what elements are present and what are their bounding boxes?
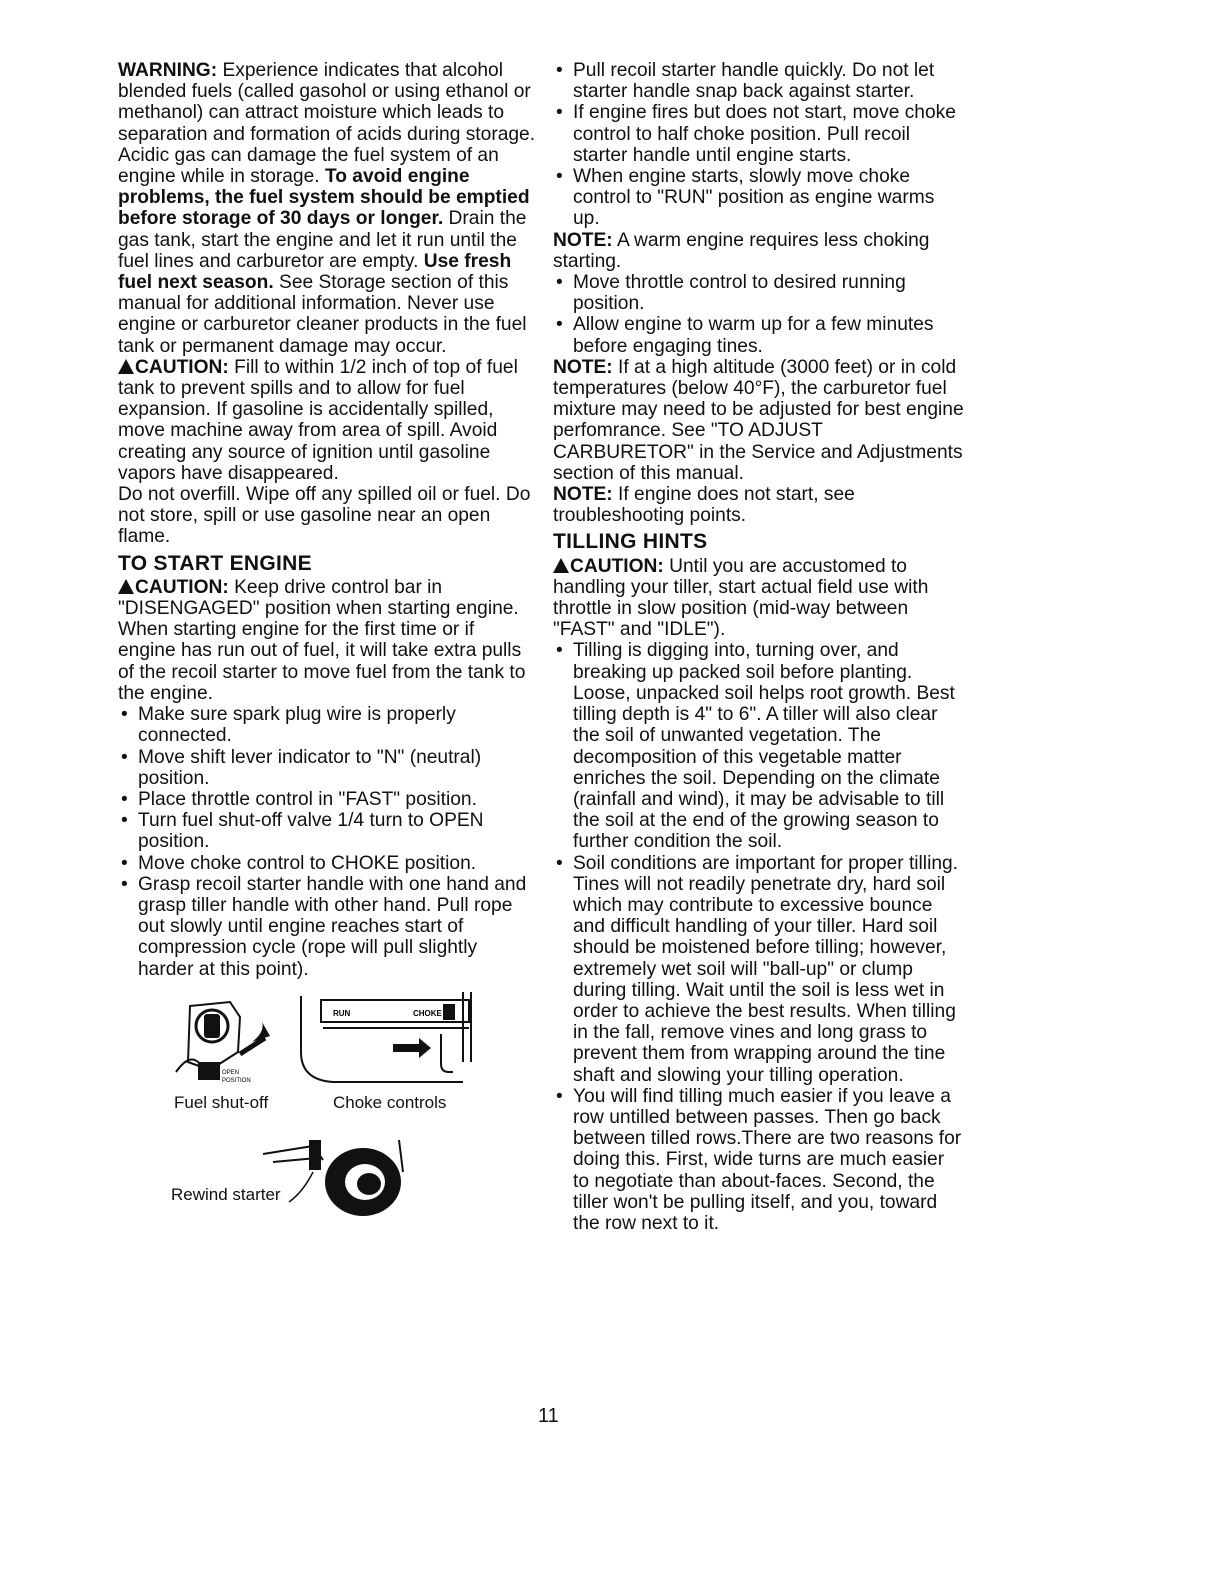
choke-label: CHOKE xyxy=(413,1008,442,1018)
first-start-paragraph: When starting engine for the first time or if engine has run out of fuel, it will take extra pulls of the recoil starter to move fuel from the tank to the engine. xyxy=(118,619,526,704)
choke-controls-illustration xyxy=(293,992,483,1092)
engine-controls-figures xyxy=(118,992,536,1242)
list-item: • Turn fuel shut-off valve 1/4 turn to OPEN position. xyxy=(118,810,536,852)
left-column xyxy=(118,60,536,1242)
choke-controls-caption: Choke controls xyxy=(333,1092,447,1112)
list-item: • Move throttle control to desired running position. xyxy=(553,272,965,314)
list-item: • Place throttle control in "FAST" position. xyxy=(118,789,536,810)
caution-label: CAUTION: xyxy=(135,576,229,598)
note-label: NOTE: xyxy=(553,356,613,378)
note-altitude: NOTE: If at a high altitude (3000 feet) or in cold temperatures (below 40°F), the carburetor fuel mixture may need to be adjusted for best engine perfomrance. See "TO ADJUST CARBURETOR" in the Service and Adjustments section of this manual. xyxy=(553,356,964,484)
list-item: • Soil conditions are important for proper tilling. Tines will not readily penetrate dry, hard soil which may contribute to excessive bounce and difficult handling of your tiller. Hard soil should be moistened before tilling; however, extremely wet soil will "ball-up" or clump during tilling. Wait until the soil is less wet in order to achieve the best results. When tilling in the fall, remove vines and long grass to prevent them from wrapping around the tine shaft and slowing your tilling operation. xyxy=(553,853,965,1086)
list-item: • Move choke control to CHOKE position. xyxy=(118,853,536,874)
rewind-starter-illustration xyxy=(253,1132,413,1232)
caution-fill-paragraph: CAUTION: Fill to within 1/2 inch of top of fuel tank to prevent spills and to allow for fuel expansion. If gasoline is accidentally spilled, move machine away from area of spill. Avoid creating any source of ignition until gasoline vapors have disappeared. xyxy=(118,356,518,484)
start-steps-list xyxy=(118,704,536,980)
caution-label: CAUTION: xyxy=(135,356,229,378)
heading-to-start-engine: TO START ENGINE xyxy=(118,551,312,575)
caution-drive-paragraph: CAUTION: Keep drive control bar in "DISENGAGED" position when starting engine. xyxy=(118,576,519,620)
list-item: • Allow engine to warm up for a few minutes before engaging tines. xyxy=(553,314,965,356)
start-steps-continued-list xyxy=(553,60,965,230)
run-label: RUN xyxy=(333,1008,351,1018)
open-label: OPEN xyxy=(222,1069,240,1076)
note-label: NOTE: xyxy=(553,484,613,506)
warning-triangle-icon xyxy=(553,558,569,573)
caution-label: CAUTION: xyxy=(570,555,664,577)
warning-triangle-icon xyxy=(118,359,134,374)
list-item: • If engine fires but does not start, move choke control to half choke position. Pull recoil starter handle until engine starts. xyxy=(553,102,965,166)
tilling-hints-list xyxy=(553,640,965,1234)
right-column xyxy=(553,60,965,1234)
warning-triangle-icon xyxy=(118,579,134,594)
page-number: 11 xyxy=(538,1405,559,1427)
list-item: • Tilling is digging into, turning over, and breaking up packed soil before planting. Loose, unpacked soil helps root growth. Best tilling depth is 4" to 6". A tiller will also clear the soil of unwanted vegetation. The decomposition of this vegetable matter enriches the soil. Depending on the climate (rainfall and wind), it may be advisable to till the soil at the end of the growing season to further condition the soil. xyxy=(553,640,965,852)
fuel-shutoff-caption: Fuel shut-off xyxy=(174,1092,269,1112)
list-item: • Grasp recoil starter handle with one hand and grasp tiller handle with other hand. Pull rope out slowly until engine reaches start of compression cycle (rope will pull slightly harder at this point). xyxy=(118,874,536,980)
note-warm-engine: NOTE: A warm engine requires less choking starting. xyxy=(553,229,930,272)
note-label: NOTE: xyxy=(553,229,613,251)
list-item: • Make sure spark plug wire is properly connected. xyxy=(118,704,536,746)
fuel-shutoff-illustration xyxy=(170,992,280,1092)
heading-tilling-hints: TILLING HINTS xyxy=(553,530,708,554)
list-item: • Pull recoil starter handle quickly. Do not let starter handle snap back against starter. xyxy=(553,60,965,102)
list-item: • When engine starts, slowly move choke control to "RUN" position as engine warms up. xyxy=(553,166,965,230)
note-troubleshooting: NOTE: If engine does not start, see troubleshooting points. xyxy=(553,484,855,527)
warning-paragraph: WARNING: Experience indicates that alcohol blended fuels (called gasohol or using ethanol or methanol) can attract moisture which leads to separation and formation of acids during storage. Acidic gas can damage the fuel system of an engine while in storage. To avoid engine problems, the fuel system should be emptied before storage of 30 days or longer. Drain the gas tank, start the engine and let it run until the fuel lines and carburetor are empty. Use fresh fuel next season. See Storage section of this manual for additional information. Never use engine or carburetor cleaner products in the fuel tank or permanent damage may occur. xyxy=(118,60,536,357)
caution-throttle-paragraph: CAUTION: Until you are accustomed to handling your tiller, start actual field use with throttle in slow position (mid-way between "FAST" and "IDLE"). xyxy=(553,555,929,641)
overfill-paragraph: Do not overfill. Wipe off any spilled oil or fuel. Do not store, spill or use gasoline near an open flame. xyxy=(118,484,531,548)
rewind-starter-caption: Rewind starter xyxy=(171,1184,281,1204)
list-item: • You will find tilling much easier if you leave a row untilled between passes. Then go back between tilled rows.There are two reasons for doing this. First, wide turns are much easier to negotiate than about-faces. Second, the tiller won't be pulling itself, and you, toward the row next to it. xyxy=(553,1086,965,1234)
warmup-steps-list xyxy=(553,272,965,357)
warning-label: WARNING: xyxy=(118,60,218,81)
list-item: • Move shift lever indicator to "N" (neutral) position. xyxy=(118,747,536,789)
position-label: POSITION xyxy=(222,1077,251,1084)
